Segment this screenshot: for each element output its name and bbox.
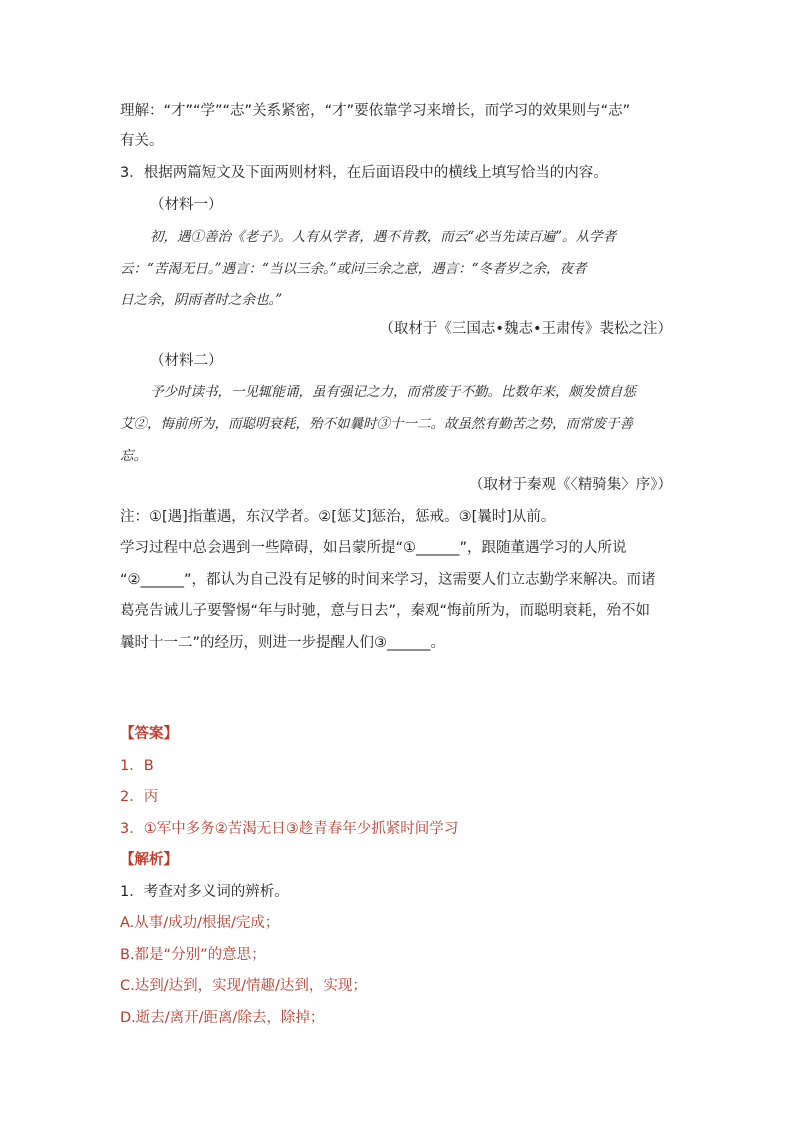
analysis-option-c: C.达到/达到，实现/情趣/达到，实现； (120, 978, 367, 994)
analysis-item-1: 1．考查对多义词的辨析。 (120, 884, 289, 900)
material-2-heading: （材料二） (150, 353, 223, 369)
answer-heading: 【答案】 (120, 726, 178, 742)
material-2-line-1: 予少时读书，一见辄能诵，虽有强记之力，而常废于不勤。比数年来，颇发愤自惩 (150, 384, 636, 400)
material-2-source: （取材于秦观《〈精骑集〉序》） (469, 477, 672, 493)
intro-line-2: 有关。 (120, 133, 164, 149)
passage-line-3: 葛亮告诫儿子要警惕“年与时驰，意与日去”，秦观“悔前所为，而聪明衰耗，殆不如 (120, 603, 651, 619)
intro-line-1: 理解：“才”“学”“志”关系紧密，“才”要依靠学习来增长，而学习的效果则与“志” (120, 103, 631, 119)
answer-item-3: 3．①军中多务②苦渴无日③趁青春年少抓紧时间学习 (120, 821, 459, 837)
analysis-option-d: D.逝去/离开/距离/除去，除掉； (120, 1010, 325, 1026)
material-2-line-3: 忘。 (120, 448, 147, 464)
question-3-prompt: 3．根据两篇短文及下面两则材料，在后面语段中的横线上填写恰当的内容。 (120, 165, 608, 181)
material-1-line-1: 初，遇①善治《老子》。人有从学者，遇不肯教，而云“必当先读百遍”。从学者 (150, 229, 617, 245)
material-2-line-2: 艾②，悔前所为，而聪明衰耗，殆不如曩时③十一二。故虽然有勤苦之势，而常废于善 (120, 416, 633, 432)
answer-item-2: 2．丙 (120, 789, 159, 805)
analysis-option-b: B.都是“分别”的意思； (120, 947, 266, 963)
passage-line-4: 曩时十一二”的经历，则进一步提醒人们③______。 (120, 635, 446, 651)
passage-line-2: “②______”，都认为自己没有足够的时间来学习，这需要人们立志勤学来解决。而诸 (120, 572, 656, 588)
material-1-line-3: 日之余，阴雨者时之余也。” (120, 292, 283, 308)
answer-item-1: 1．B (120, 758, 154, 774)
material-1-source: （取材于《三国志•魏志•王肃传》裴松之注） (379, 321, 672, 337)
analysis-option-a: A.从事/成功/根据/完成； (120, 915, 280, 931)
notes-line: 注：①[遇]指董遇，东汉学者。②[惩艾]惩治，惩戒。③[曩时]从前。 (120, 509, 556, 525)
material-1-heading: （材料一） (150, 197, 223, 213)
analysis-heading: 【解析】 (120, 852, 178, 868)
passage-line-1: 学习过程中总会遇到一些障碍，如吕蒙所提“①______”，跟随董遇学习的人所说 (120, 540, 627, 556)
material-1-line-2: 云：“苦渴无日。”遇言：“当以三余。”或问三余之意，遇言：“冬者岁之余，夜者 (120, 261, 587, 277)
